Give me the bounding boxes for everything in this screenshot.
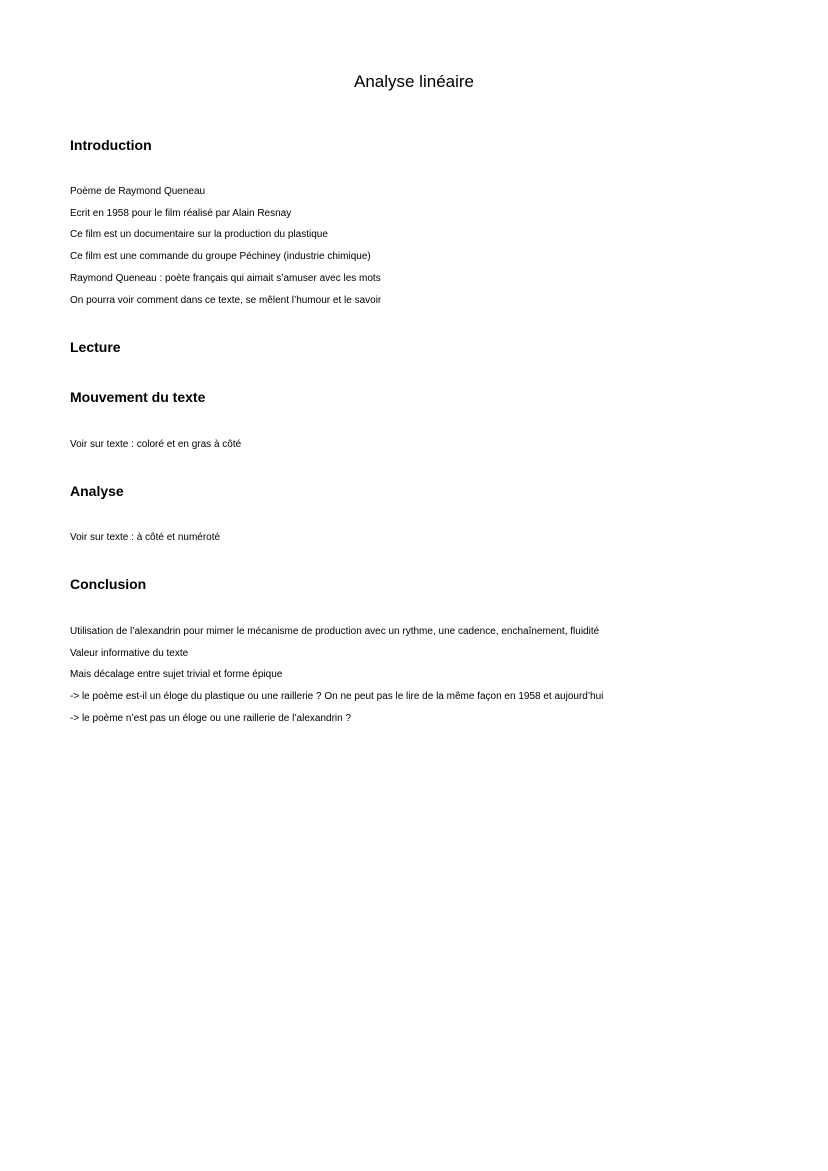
introduction-paragraphs <box>70 181 381 311</box>
paragraph-line: Mais décalage entre sujet trivial et forme épique <box>70 669 283 681</box>
section-heading-lecture: Lecture <box>70 339 121 355</box>
paragraph-line: Ce film est une commande du groupe Péchiney (industrie chimique) <box>70 251 371 263</box>
paragraph-line: Ce film est un documentaire sur la production du plastique <box>70 229 328 241</box>
paragraph-line: -> le poème est-il un éloge du plastique ou une raillerie ? On ne peut pas le lire de la même façon en 1958 et aujourd’hui <box>70 691 604 703</box>
document-title: Analyse linéaire <box>353 72 474 91</box>
paragraph-line: Ecrit en 1958 pour le film réalisé par Alain Resnay <box>70 207 292 219</box>
paragraph-line: Utilisation de l’alexandrin pour mimer le mécanisme de production avec un rythme, une cadence, enchaînement, fluidité <box>70 626 600 637</box>
paragraph-line: Voir sur texte : coloré et en gras à côté <box>70 439 242 450</box>
section-heading-analyse: Analyse <box>70 483 124 499</box>
conclusion-paragraphs <box>70 621 603 730</box>
paragraph-line: Voir sur texte : à côté et numéroté <box>70 532 221 543</box>
section-heading-conclusion: Conclusion <box>70 576 147 592</box>
paragraph-line: On pourra voir comment dans ce texte, se mêlent l’humour et le savoir <box>70 294 382 306</box>
section-heading-introduction: Introduction <box>70 137 152 153</box>
analyse-paragraphs <box>70 527 220 549</box>
paragraph-line: Poème de Raymond Queneau <box>70 186 206 197</box>
mouvement-paragraphs <box>70 434 241 456</box>
paragraph-line: Raymond Queneau : poète français qui aimait s’amuser avec les mots <box>70 272 381 284</box>
paragraph-line: -> le poème n’est pas un éloge ou une raillerie de l’alexandrin ? <box>70 712 352 724</box>
paragraph-line: Valeur informative du texte <box>70 647 189 659</box>
section-heading-mouvement-du-texte: Mouvement du texte <box>70 389 206 405</box>
